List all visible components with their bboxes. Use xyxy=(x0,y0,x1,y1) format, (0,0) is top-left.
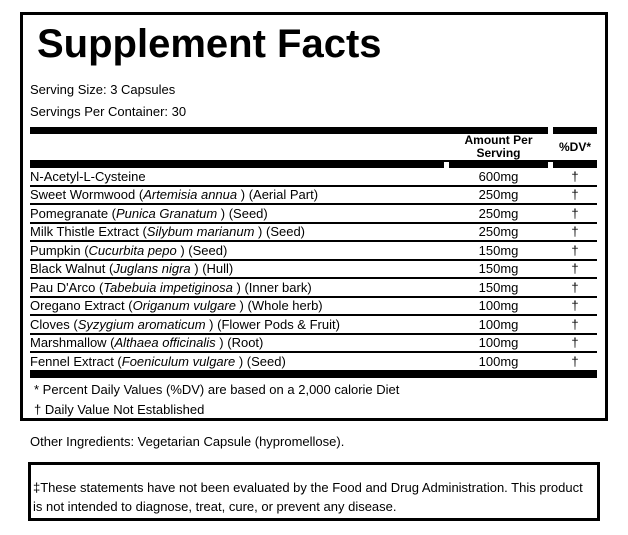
table-row xyxy=(30,205,597,224)
ingredient-name xyxy=(30,280,444,295)
ingredient-amount: 150mg xyxy=(478,242,519,258)
ingredient-name xyxy=(30,224,444,239)
ingredient-suffix: ) (Inner bark) xyxy=(232,279,312,295)
ingredient-latin: Foeniculum vulgare xyxy=(121,353,236,369)
ingredient-dv: † xyxy=(571,261,579,277)
ingredient-dv: † xyxy=(571,224,579,240)
serving-size: Serving Size: 3 Capsules xyxy=(30,82,176,97)
ingredient-latin: Syzygium aromaticum xyxy=(77,316,206,332)
ingredient-amount: 100mg xyxy=(478,298,519,314)
ingredient-latin: Punica Granatum xyxy=(116,205,218,221)
ingredient-prefix: Black Walnut ( xyxy=(30,261,114,277)
ingredient-suffix: ) (Hull) xyxy=(190,261,234,277)
ingredient-latin: Tabebuia impetiginosa xyxy=(103,279,233,295)
ingredient-dv: † xyxy=(571,353,579,369)
ingredient-name xyxy=(30,187,444,202)
ingredient-dv: † xyxy=(571,335,579,351)
ingredient-name xyxy=(30,335,444,350)
ingredient-suffix: ) (Flower Pods & Fruit) xyxy=(205,316,340,332)
ingredient-amount: 150mg xyxy=(478,279,519,295)
ingredient-prefix: Marshmallow ( xyxy=(30,335,115,351)
footnote-percent-dv: * Percent Daily Values (%DV) are based on a 2,000 calorie Diet xyxy=(34,381,400,397)
ingredient-prefix: Pomegranate ( xyxy=(30,205,116,221)
ingredient-amount: 250mg xyxy=(478,187,519,203)
panel-title: Supplement Facts xyxy=(37,22,382,66)
divider-bar-header xyxy=(30,162,597,168)
ingredient-prefix: Pumpkin ( xyxy=(30,242,89,258)
supplement-facts-panel xyxy=(20,12,608,421)
ingredient-dv: † xyxy=(571,187,579,203)
ingredient-prefix: Milk Thistle Extract ( xyxy=(30,224,147,240)
ingredient-amount: 250mg xyxy=(478,224,519,240)
ingredient-amount: 600mg xyxy=(478,168,519,184)
table-header-row xyxy=(30,134,597,162)
table-row xyxy=(30,298,597,317)
ingredient-dv: † xyxy=(571,205,579,221)
servings-per-container: Servings Per Container: 30 xyxy=(30,104,187,119)
ingredient-dv: † xyxy=(571,242,579,258)
ingredient-name xyxy=(30,261,444,276)
fda-disclaimer-text: ‡These statements have not been evaluated by the Food and Drug Administration. This product is not intended to diagnose, treat, cure, or prevent any disease. xyxy=(33,480,583,514)
ingredient-prefix: N-Acetyl-L-Cysteine xyxy=(30,168,146,184)
ingredient-latin: Origanum vulgare xyxy=(132,298,236,314)
ingredient-dv: † xyxy=(571,316,579,332)
ingredient-suffix: ) (Seed) xyxy=(254,224,306,240)
ingredient-amount: 100mg xyxy=(478,335,519,351)
ingredient-dv: † xyxy=(571,168,579,184)
ingredient-prefix: Cloves ( xyxy=(30,316,78,332)
ingredient-dv: † xyxy=(571,279,579,295)
ingredient-amount: 100mg xyxy=(478,316,519,332)
ingredient-prefix: Oregano Extract ( xyxy=(30,298,133,314)
ingredient-amount: 150mg xyxy=(478,261,519,277)
table-row xyxy=(30,279,597,298)
table-row xyxy=(30,335,597,354)
ingredient-latin: Althaea officinalis xyxy=(114,335,216,351)
table-row xyxy=(30,168,597,187)
ingredient-latin: Silybum marianum xyxy=(146,224,255,240)
other-ingredients: Other Ingredients: Vegetarian Capsule (hypromellose). xyxy=(30,434,345,449)
table-row xyxy=(30,261,597,280)
ingredient-prefix: Fennel Extract ( xyxy=(30,353,122,369)
ingredient-dv: † xyxy=(571,298,579,314)
table-row xyxy=(30,242,597,261)
amount-per-serving-header: Amount Per Serving xyxy=(464,133,533,160)
ingredient-suffix: ) (Seed) xyxy=(217,205,268,221)
ingredient-rows xyxy=(30,168,597,372)
ingredient-latin: Cucurbita pepo xyxy=(88,242,177,258)
ingredient-name xyxy=(30,354,444,369)
ingredient-suffix: ) (Seed) xyxy=(235,353,286,369)
ingredient-name xyxy=(30,206,444,221)
dv-header: %DV* xyxy=(558,139,591,154)
ingredient-suffix: ) (Whole herb) xyxy=(235,298,323,314)
divider-bar-bottom xyxy=(30,372,597,378)
ingredient-name xyxy=(30,317,444,332)
ingredient-name xyxy=(30,243,444,258)
ingredient-prefix: Pau D'Arco ( xyxy=(30,279,104,295)
ingredient-suffix: ) (Root) xyxy=(215,335,264,351)
table-row xyxy=(30,353,597,372)
footnote-daily-value: † Daily Value Not Established xyxy=(34,401,205,417)
ingredient-latin: Juglans nigra xyxy=(113,261,191,277)
ingredient-amount: 250mg xyxy=(478,205,519,221)
table-row xyxy=(30,224,597,243)
ingredient-name xyxy=(30,169,444,184)
ingredient-prefix: Sweet Wormwood ( xyxy=(30,187,144,203)
table-row xyxy=(30,187,597,206)
table-row xyxy=(30,316,597,335)
ingredient-amount: 100mg xyxy=(478,353,519,369)
ingredient-suffix: ) (Aerial Part) xyxy=(237,187,319,203)
ingredient-suffix: ) (Seed) xyxy=(176,242,228,258)
ingredient-name xyxy=(30,298,444,313)
fda-disclaimer-box xyxy=(28,462,600,521)
ingredient-latin: Artemisia annua xyxy=(143,187,238,203)
